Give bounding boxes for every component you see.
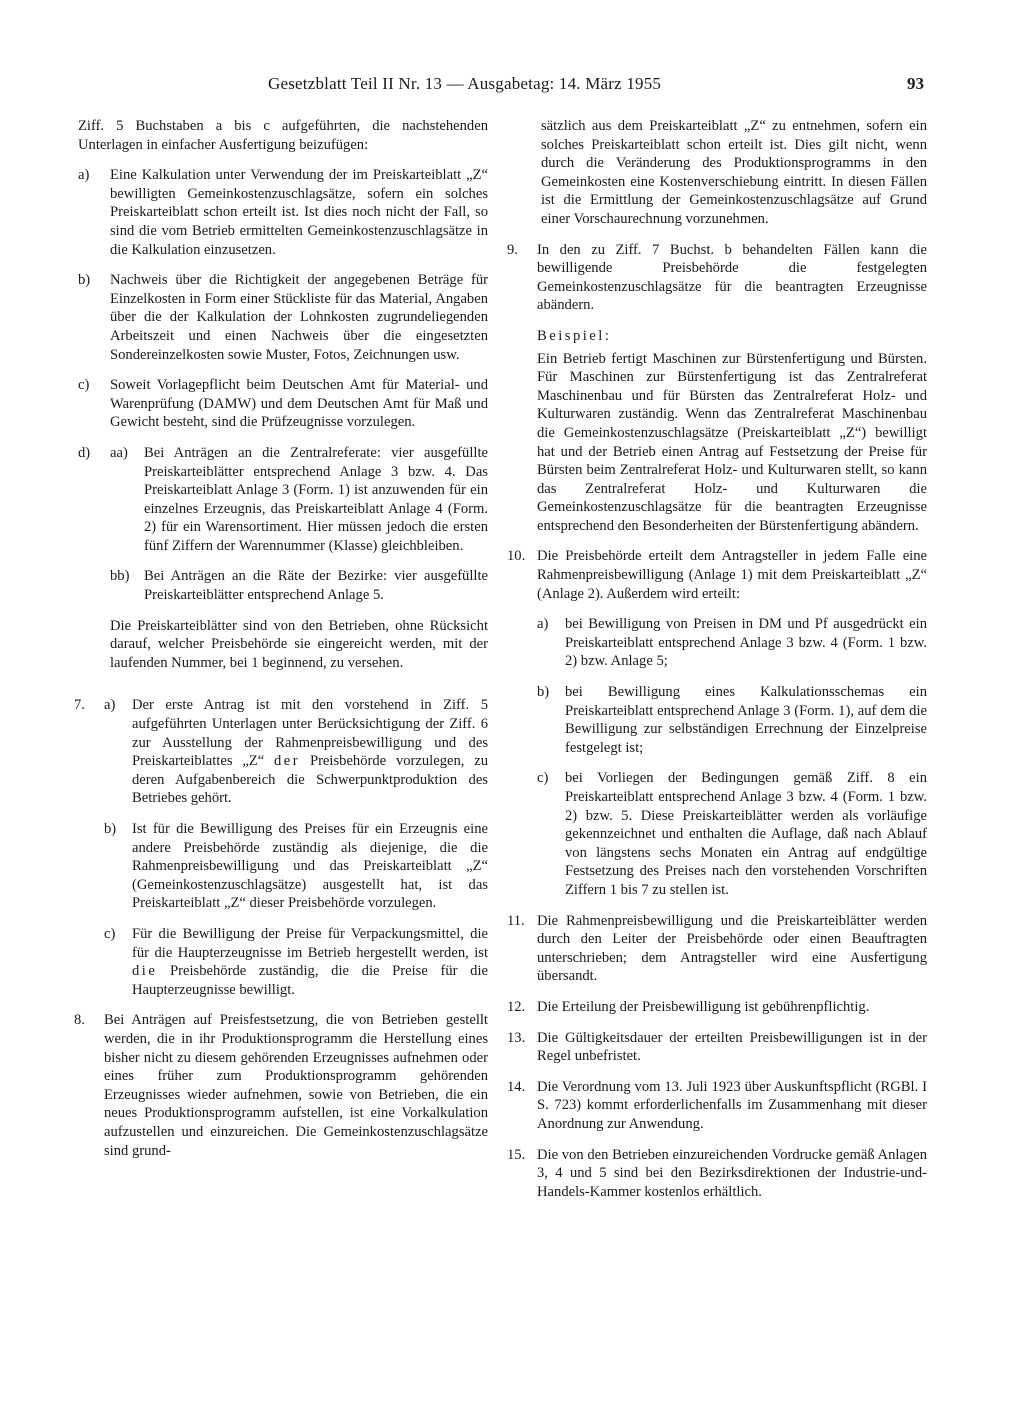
section-text: Bei Anträgen auf Preisfestsetzung, die von Betrieben gestellt werden, die in ihr Produktionsprogramm die Herstellung eines bisher nicht zu diesem gehörenden Erzeugnisses aufnehmen oder eines früher zum Produktionsprogramm gehörenden Erzeugnisses wieder aufnehmen, sowie von Betrieben, die ein neues Produktionsprogramm aufstellen, ist eine Vorkalkulation aufzustellen und einzureichen. Die Gemeinkostenzuschlagsätze sind grund- <box>104 1012 488 1159</box>
page-number: 93 <box>907 74 924 93</box>
list-item-c <box>78 376 488 432</box>
section-number: 15. <box>507 1146 526 1163</box>
item-text: Für die Bewilligung der Preise für Verpackungsmittel, die für die Haupterzeugnisse im Betrieb hergestellt werden, ist die Preisbehörde zuständig, die die Preise für die Haupterzeugnisse bewilligt. <box>132 925 489 998</box>
section-text: Die von den Betrieben einzureichenden Vordrucke gemäß Anlagen 3, 4 und 5 sind bei den Bezirksdirektionen der Industrie-und-Handels-Kammer kostenlos erhältlich. <box>537 1146 927 1200</box>
list-item-a <box>78 166 488 259</box>
section-text: Die Rahmenpreisbewilligung und die Preiskarteiblätter werden durch den Leiter der Preisbehörde oder einen Beauftragten unterschrieben; dem Antragsteller wird eine Ausfertigung übersandt. <box>537 912 927 985</box>
item-text: Bei Anträgen an die Zentralreferate: vier ausgefüllte Preiskarteiblätter entsprechend Anlage 3 bzw. 4. Das Preiskarteiblatt Anlage 3 (Form. 1) ist anzuwenden für ein einzelnes Erzeugnis, das Preiskarteiblatt Anlage 4 (Form. 2) für ein Warensortiment. Hier müssen jedoch die ersten fünf Ziffern der Warennummer (Klasse) gleichbleiben. <box>144 444 488 554</box>
item-label: c) <box>104 925 116 942</box>
section-7 <box>74 696 489 999</box>
item-text: Ist für die Bewilligung des Preises für ein Erzeugnis eine andere Preisbehörde zuständig als diejenige, die die Rahmenpreisbewilligung und das Preiskarteiblatt „Z“ (Gemeinkostenzuschlagsätze) ausgestellt hat, ist das Preiskarteiblatt „Z“ dieser Preisbehörde vorzulegen. <box>132 821 488 912</box>
left-column <box>74 117 489 1172</box>
item-label: aa) <box>110 444 128 461</box>
list-item-a <box>104 696 488 808</box>
item-text: Nachweis über die Richtigkeit der angegebenen Beträge für Einzelkosten in Form einer Stückliste für das Material, Angaben über die der Kalkulation der Lohnkosten zugrundeliegenden Arbeitszeit und einen Nachweis über die eingesetzten Sondereinzelkosten sowie Muster, Fotos, Zeichnungen usw. <box>110 272 488 363</box>
page-header <box>268 74 928 102</box>
example-heading: Beispiel: <box>537 327 612 344</box>
section-number: 11. <box>507 912 525 929</box>
item-text: Bei Anträgen an die Räte der Bezirke: vier ausgefüllte Preiskarteiblätter entsprechend Anlage 5. <box>144 568 488 604</box>
section-9 <box>507 241 927 536</box>
item-text: Soweit Vorlagepflicht beim Deutschen Amt für Material- und Warenprüfung (DAMW) und dem Deutschen Amt für Maß und Gewicht besteht, sind die Prüfzeugnisse vorzulegen. <box>110 377 488 431</box>
item-label: a) <box>537 616 549 633</box>
section-number: 10. <box>507 548 526 565</box>
section-text: Die Preisbehörde erteilt dem Antragsteller in jedem Falle eine Rahmenpreisbewilligung (Anlage 1) mit dem Preiskarteiblatt „Z“ (Anlage 2). Außerdem wird erteilt: <box>537 548 927 602</box>
list-item-a <box>537 615 927 671</box>
item-label: b) <box>104 821 117 837</box>
item-text: bei Vorliegen der Bedingungen gemäß Ziff. 8 ein Preiskarteiblatt entsprechend Anlage 3 bzw. 4 (Form. 1 bzw. 2) bzw. 5. Diese Preiskarteiblätter werden als vorläufige gekennzeichnet und enthalten die Auflage, daß nach Ablauf von längstens sechs Monaten ein Antrag auf endgültige Festsetzung des Preises nach den vorstehenden Vorschriften Ziffern 1 bis 7 zu stellen ist. <box>565 770 927 898</box>
list-item-b <box>104 820 488 913</box>
section-10 <box>507 547 927 899</box>
section-number: 13. <box>507 1029 526 1046</box>
item-label: c) <box>78 377 90 394</box>
list-item-b <box>78 271 488 364</box>
intro-paragraph: Ziff. 5 Buchstaben a bis c aufgeführten, die nachstehenden Unterlagen in einfacher Ausfertigung beizufügen: <box>78 118 488 153</box>
section-number: 8. <box>74 1012 85 1029</box>
section-text: Die Verordnung vom 13. Juli 1923 über Auskunftspflicht (RGBl. I S. 723) kommt erforderlichenfalls im Zusammenhang mit dieser Anordnung zur Anwendung. <box>537 1078 927 1132</box>
list-item-bb <box>110 567 488 604</box>
list-item-b <box>537 683 927 757</box>
item-label: a) <box>78 167 90 184</box>
item-label: d) <box>78 444 91 461</box>
header-title: Gesetzblatt Teil II Nr. 13 — Ausgabetag: 14. März 1955 <box>268 74 662 93</box>
list-item-c <box>104 925 488 999</box>
item-label: b) <box>78 272 91 289</box>
section-number: 7. <box>74 697 85 714</box>
section-13 <box>507 1029 927 1066</box>
item-label: b) <box>537 684 550 701</box>
item-text: Der erste Antrag ist mit den vorstehend in Ziff. 5 aufgeführten Unterlagen unter Berücksichtigung der Ziff. 6 zur Ausstellung der Rahmenpreisbewilligung und des Preiskarteiblattes „Z“ der Preisbehörde vorzulegen, zu deren Aufgabenbereich die Schwerpunktproduktion des Betriebes gehört. <box>132 697 488 807</box>
list-item-c <box>537 769 927 899</box>
item-label: a) <box>104 697 116 714</box>
section-8-continued: sätzlich aus dem Preiskarteiblatt „Z“ zu entnehmen, sofern ein solches Preiskarteiblatt schon erteilt ist. Dies gilt nicht, wenn durch die Veränderung des Produktionsprogramms in den Gemeinkosten eine Kostenverschiebung eintritt. In diesen Fällen ist die Ermittlung der Gemeinkostenzuschlagsätze auf Grund einer Vorschaurechnung vorzunehmen. <box>541 118 927 227</box>
section-12 <box>507 998 927 1017</box>
item-label: bb) <box>110 568 130 585</box>
section-8 <box>74 1011 488 1160</box>
list-item-d <box>78 444 488 685</box>
list-item-aa <box>110 444 488 556</box>
section-11 <box>507 912 927 986</box>
section-text: In den zu Ziff. 7 Buchst. b behandelten Fällen kann die bewilligende Preisbehörde die festgelegten Gemeinkostenzuschlagsätze für die beantragten Erzeugnisse abändern. <box>537 241 927 314</box>
section-15 <box>507 1146 927 1202</box>
item-text: Eine Kalkulation unter Verwendung der im Preiskarteiblatt „Z“ bewilligten Gemeinkostenzuschlagsätze, sofern ein solches Preiskarteiblatt schon erteilt ist. Ist dies noch nicht der Fall, so sind die vom Betrieb ermittelten Gemeinkostenzuschlagsätze in die Kalkulation einzusetzen. <box>110 167 488 258</box>
section-text: Die Gültigkeitsdauer der erteilten Preisbewilligungen ist in der Regel unbefristet. <box>537 1029 927 1065</box>
item-text: bei Bewilligung von Preisen in DM und Pf ausgedrückt ein Preiskarteiblatt entsprechend Anlage 3 bzw. 4 (Form. 1 bzw. 2) bzw. Anlage 5; <box>565 616 927 670</box>
right-column <box>507 117 927 1213</box>
section-number: 9. <box>507 241 518 258</box>
section-number: 14. <box>507 1078 526 1095</box>
closing-paragraph: Die Preiskarteiblätter sind von den Betrieben, ohne Rücksicht darauf, welcher Preisbehörde sie eingereicht werden, mit der laufenden Nummer, bei 1 beginnend, zu versehen. <box>110 617 488 671</box>
section-text: Die Erteilung der Preisbewilligung ist gebührenpflichtig. <box>537 998 870 1015</box>
example-text: Ein Betrieb fertigt Maschinen zur Bürstenfertigung und Bürsten. Für Maschinen zur Bürstenfertigung ist das Zentralreferat Maschinenbau und für Bürsten das Zentralreferat Holz- und Kulturwaren zuständig. Wenn das Zentralreferat Maschinenbau die Gemeinkostenzuschlagsätze (Preiskarteiblatt „Z“) bewilligt hat und der Betrieb einen Antrag auf Festsetzung der Preise für Bürsten beim Zentralreferat Holz- und Kulturwaren stellt, so kann das Zentralreferat Holz- und Kulturwaren die Gemeinkostenzuschlagsätze für die beantragten Erzeugnisse entsprechend den Besonderheiten der Bürstenfertigung abändern. <box>537 350 927 534</box>
section-number: 12. <box>507 998 526 1015</box>
item-text: bei Bewilligung eines Kalkulationsschemas ein Preiskarteiblatt entsprechend Anlage 3 (Form. 1), auf dem die Bewilligung zur selbständigen Errechnung der Einzelpreise festgelegt ist; <box>565 684 927 756</box>
item-label: c) <box>537 770 549 787</box>
section-14 <box>507 1078 927 1134</box>
